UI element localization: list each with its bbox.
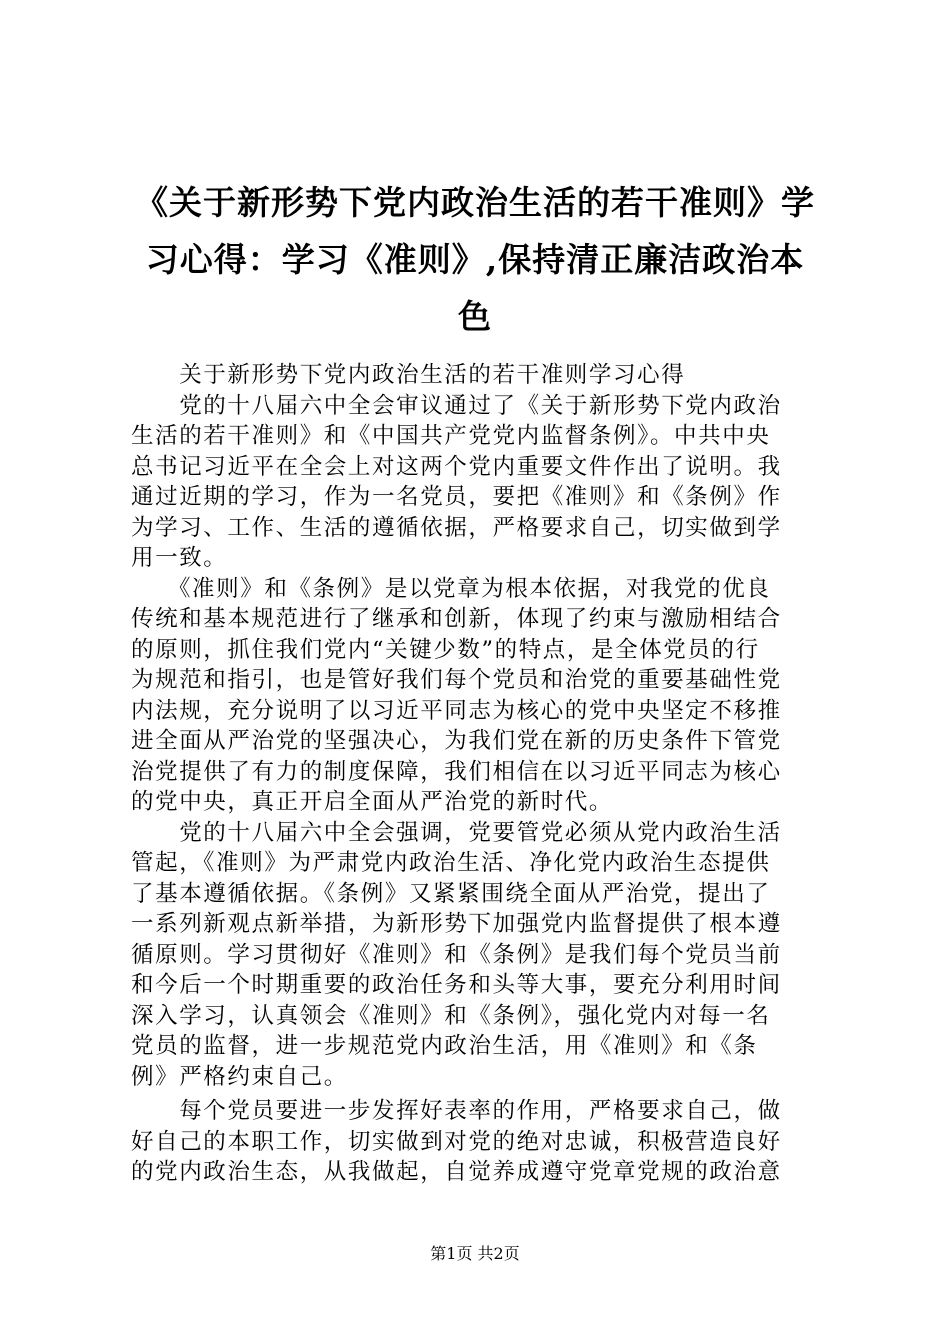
body-line: 深入学习，认真领会《准则》和《条例》，强化党内对每一名 [131,1002,771,1029]
page-footer: 第1页 共2页 [430,1244,520,1263]
body-line: 党的十八届六中全会审议通过了《关于新形势下党内政治 [131,392,782,419]
body-line: 党的十八届六中全会强调，党要管党必须从党内政治生活 [131,819,782,846]
body-line: 为学习、工作、生活的遵循依据，严格要求自己，切实做到学 [131,514,782,541]
document-body [131,360,831,1188]
body-line: 的党中央，真正开启全面从严治党的新时代。 [131,789,614,815]
body-line: 生活的若干准则》和《中国共产党党内监督条例》。中共中央 [131,423,771,449]
body-line: 党员的监督，进一步规范党内政治生活，用《准则》和《条 [131,1033,758,1059]
body-line: 总书记习近平在全会上对这两个党内重要文件作出了说明。我 [131,453,782,480]
body-line: 用一致。 [131,545,228,571]
body-line: 《准则》和《条例》是以党章为根本依据，对我党的优良 [131,575,771,602]
body-line: 为规范和指引，也是管好我们每个党员和治党的重要基础性党 [131,667,782,693]
body-line: 通过近期的学习，作为一名党员，要把《准则》和《条例》作 [131,484,782,510]
title-line: 《关于新形势下党内政治生活的若干准则》学 [135,183,815,222]
title-line: 习心得：学习《准则》,保持清正廉洁政治本 [145,240,805,279]
body-line: 关于新形势下党内政治生活的若干准则学习心得 [131,362,686,388]
body-line: 了基本遵循依据。《条例》又紧紧围绕全面从严治党，提出了 [131,880,771,907]
body-line: 治党提供了有力的制度保障，我们相信在以习近平同志为核心 [131,758,782,785]
body-line: 好自己的本职工作，切实做到对党的绝对忠诚，积极营造良好 [131,1128,782,1155]
body-line: 管起，《准则》为严肃党内政治生活、净化党内政治生态提供 [131,850,771,876]
body-line: 循原则。学习贯彻好《准则》和《条例》是我们每个党员当前 [131,941,782,968]
body-line: 传统和基本规范进行了继承和创新，体现了约束与激励相结合 [131,606,782,632]
body-line: 例》严格约束自己。 [131,1063,348,1090]
body-line: 每个党员要进一步发挥好表率的作用，严格要求自己，做 [131,1098,782,1124]
body-line: 一系列新观点新举措，为新形势下加强党内监督提供了根本遵 [131,911,782,937]
body-line: 和今后一个时期重要的政治任务和头等大事，要充分利用时间 [131,972,782,998]
body-line: 进全面从严治党的坚强决心，为我们党在新的历史条件下管党 [131,728,782,754]
document-title [125,174,825,345]
body-line: 的党内政治生态，从我做起，自觉养成遵守党章党规的政治意 [131,1159,782,1185]
body-line: 内法规，充分说明了以习近平同志为核心的党中央坚定不移推 [131,697,782,724]
title-line: 色 [458,297,492,336]
body-line: 的原则，抓住我们党内“关键少数”的特点，是全体党员的行 [131,636,760,663]
